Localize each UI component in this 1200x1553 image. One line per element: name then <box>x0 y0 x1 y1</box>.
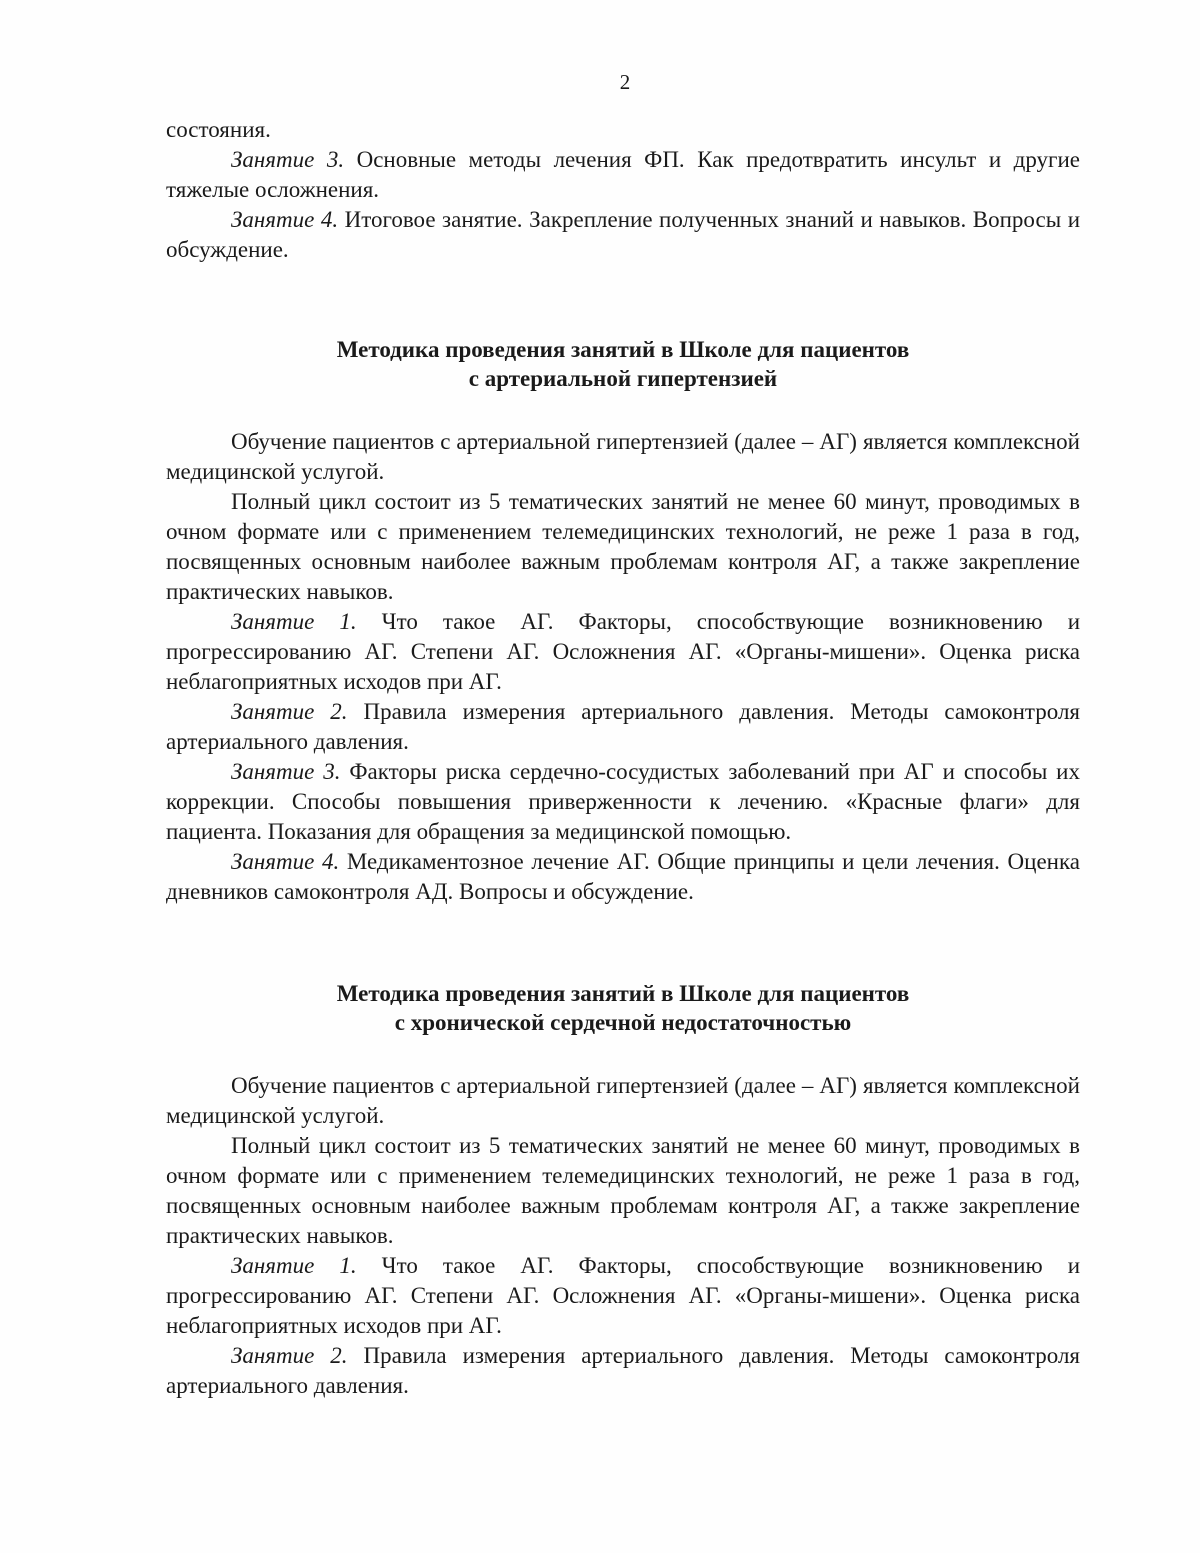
hypertension-lesson-3 <box>166 757 1080 847</box>
lesson-text: Итоговое занятие. Закрепление полученных знаний и навыков. Вопросы и обсуждение. <box>166 207 1080 262</box>
hypertension-paragraph-1: Обучение пациентов с артериальной гипертензией (далее – АГ) является комплексной медицинской услугой. <box>166 429 1080 484</box>
lesson-text: Правила измерения артериального давления. Методы самоконтроля артериального давления. <box>166 699 1080 754</box>
lesson-text: Основные методы лечения ФП. Как предотвратить инсульт и другие тяжелые осложнения. <box>166 147 1080 202</box>
intro-lesson-4 <box>166 205 1080 265</box>
spacer <box>166 907 1080 979</box>
heart-failure-paragraph-1: Обучение пациентов с артериальной гипертензией (далее – АГ) является комплексной медицинской услугой. <box>166 1073 1080 1128</box>
section-title-line: с хронической сердечной недостаточностью <box>394 1010 852 1035</box>
hypertension-lesson-4 <box>166 847 1080 907</box>
hypertension-lesson-2 <box>166 697 1080 757</box>
lesson-text: Правила измерения артериального давления. Методы самоконтроля артериального давления. <box>166 1343 1080 1398</box>
lesson-text: Факторы риска сердечно-сосудистых заболеваний при АГ и способы их коррекции. Способы повышения приверженности к лечению. «Красные флаги» для пациента. Показания для обращения за медицинской помощью. <box>166 759 1080 844</box>
section-title-line: Методика проведения занятий в Школе для пациентов <box>336 981 910 1006</box>
hypertension-paragraph-2: Полный цикл состоит из 5 тематических занятий не менее 60 минут, проводимых в очном формате или с применением телемедицинских технологий, не реже 1 раза в год, посвященных основным наиболее важным проблемам контроля АГ, а также закрепление практических навыков. <box>166 489 1080 604</box>
lesson-label: Занятие 3. <box>231 147 345 172</box>
lesson-label: Занятие 4. <box>231 207 339 232</box>
lesson-label: Занятие 2. <box>231 699 348 724</box>
lesson-label: Занятие 4. <box>231 849 340 874</box>
lesson-text: Медикаментозное лечение АГ. Общие принципы и цели лечения. Оценка дневников самоконтроля АД. Вопросы и обсуждение. <box>166 849 1080 904</box>
lesson-text: Что такое АГ. Факторы, способствующие возникновению и прогрессированию АГ. Степени АГ. Осложнения АГ. «Органы-мишени». Оценка риска неблагоприятных исходов при АГ. <box>166 609 1080 694</box>
lesson-label: Занятие 1. <box>231 1253 357 1278</box>
page-content <box>166 115 1080 1401</box>
section-title-hypertension <box>166 335 1080 393</box>
heart-failure-lesson-1 <box>166 1251 1080 1341</box>
intro-lesson-3 <box>166 145 1080 205</box>
heart-failure-lesson-2 <box>166 1341 1080 1401</box>
page-number: 2 <box>619 70 631 94</box>
spacer <box>166 1037 1080 1071</box>
hypertension-lesson-1 <box>166 607 1080 697</box>
section-title-line: с артериальной гипертензией <box>468 366 778 391</box>
intro-continuation: состояния. <box>166 117 271 142</box>
section-title-line: Методика проведения занятий в Школе для пациентов <box>336 337 910 362</box>
spacer <box>166 265 1080 335</box>
lesson-text: Что такое АГ. Факторы, способствующие возникновению и прогрессированию АГ. Степени АГ. Осложнения АГ. «Органы-мишени». Оценка риска неблагоприятных исходов при АГ. <box>166 1253 1080 1338</box>
heart-failure-paragraph-2: Полный цикл состоит из 5 тематических занятий не менее 60 минут, проводимых в очном формате или с применением телемедицинских технологий, не реже 1 раза в год, посвященных основным наиболее важным проблемам контроля АГ, а также закрепление практических навыков. <box>166 1133 1080 1248</box>
lesson-label: Занятие 2. <box>231 1343 348 1368</box>
spacer <box>166 393 1080 427</box>
lesson-label: Занятие 1. <box>231 609 357 634</box>
section-title-heart-failure <box>166 979 1080 1037</box>
lesson-label: Занятие 3. <box>231 759 341 784</box>
